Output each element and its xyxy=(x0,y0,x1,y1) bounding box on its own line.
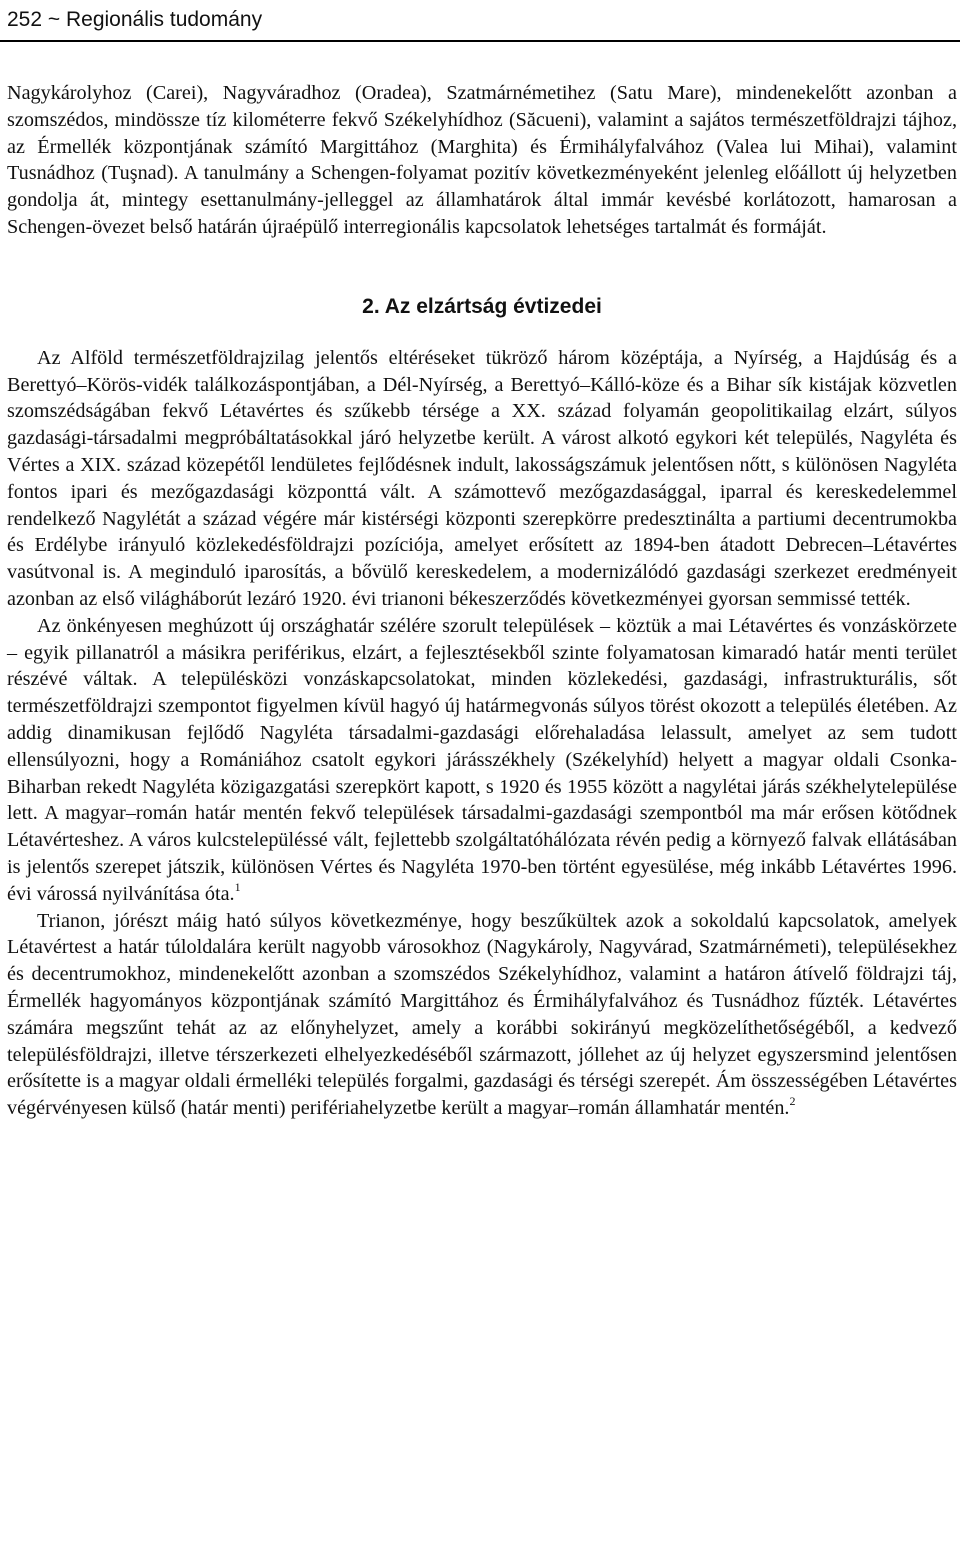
body-paragraph-1 xyxy=(7,345,957,613)
body-paragraph-1-text: Az Alföld természetföldrajzilag jelentős eltéréseket tükröző három középtája, a Nyírség, a Hajdúság és a Berettyó–Körös-vidék találkozáspontjában, a Dél-Nyírség, a Berettyó–Kálló-köze és a Bihar sík kistájak közvetlen szomszédságában fekvő Létavértes és szűkebb térsége a XX. század folyamán geopolitikailag elzárt, súlyos gazdasági-társadalmi megpróbáltatásokkal járó helyzetbe került. A várost alkotó egykori két település, Nagyléta és Vértes a XIX. század közepétől lendületes fejlődésnek indult, lakosságszámuk jelentősen nőtt, s különösen Nagyléta fontos ipari és mezőgazdasági központtá vált. A számottevő mezőgazdasággal, iparral és kereskedelemmel rendelkező Nagylétát a század végére már kistérségi központi szerepkörre predesztinálta a partiumi decentrumokba és Erdélybe irányuló közlekedésföldrajzi pozíciója, amelyet erősített az 1894-ben átadott Debrecen–Létavértes vasútvonal is. A meginduló iparosítás, a bővülő kereskedelem, a modernizálódó gazdasági szerkezet eredményeit azonban az első világháborút lezáró 1920. évi trianoni békeszerződés következményei gyorsan semmissé tették. xyxy=(7,346,957,610)
section-heading: 2. Az elzártság évtizedei xyxy=(362,294,602,318)
body-paragraph-3 xyxy=(7,908,957,1122)
body-paragraph-3-text: Trianon, jórészt máig ható súlyos következménye, hogy beszűkültek azok a sokoldalú kapcsolatok, amelyek Létavértest a határ túloldalára került nagyobb városokhoz (Nagykároly, Nagyvárad, Szatmárnémeti), településekhez és decentrumokhoz, mindenekelőtt azonban a szomszédos Székelyhídhoz, valamint a határon átívelő földrajzi táj, Érmellék hagyományos központjának számító Margittához és Érmihályfalvához és Tusnádhoz fűzték. Létavértes számára megszűnt tehát az az előnyhelyzet, amely a korábbi sokirányú megközelíthetőségéből, a kedvező településföldrajzi, illetve térszerkezeti elhelyezkedéséből származott, jóllehet az új helyzet egyszersmind jelentősen erősítette is a magyar oldali érmelléki település forgalmi, gazdasági és térségi szerepét. Ám összességében Létavértes végérvényesen külső (határ menti) perifériahelyzetbe került a magyar–román államhatár mentén. xyxy=(7,909,957,1120)
footnote-marker-1[interactable]: 1 xyxy=(234,879,241,894)
footnote-marker-2[interactable]: 2 xyxy=(789,1094,796,1109)
body-paragraph-2-text: Az önkényesen meghúzott új országhatár szélére szorult települések – köztük a mai Létavértes és vonzáskörzete – egyik pillanatról a másikra periférikus, elzárt, a fejlesztésekből szinte folyamatosan kimaradó határ menti terület részévé váltak. A településközi vonzáskapcsolatokat, minden közlekedési, gazdasági, infrastrukturális, sőt természetföldrajzi szempontot figyelmen kívül hagyó új határmegvonás súlyos törést okozott a település életében. Az addig dinamikusan fejlődő Nagyléta társadalmi-gazdasági előrehaladása lelassult, amelyet az sem tudott ellensúlyozni, hogy a Romániához csatolt egykori járásszékhely (Székelyhíd) helyett a magyar oldali Csonka-Biharban rekedt Nagyléta közigazgatási szerepkört kapott, s 1920 és 1955 között a nagylétai járás székhelytelepülése lett. A magyar–román határ mentén fekvő települések társadalmi-gazdasági szempontból ma már erősen kötődnek Létavérteshez. A város kulcstelepüléssé vált, fejlettebb szolgáltatóhálózata révén pedig a környező falvak ellátásában is jelentős szerepet játszik, különösen Vértes és Nagyléta 1970-ben történt egyesülése, még inkább Létavértes 1996. évi várossá nyilvánítása óta. xyxy=(7,614,957,905)
running-header xyxy=(0,0,960,42)
body-paragraph-2 xyxy=(7,613,957,908)
intro-paragraph: Nagykárolyhoz (Carei), Nagyváradhoz (Oradea), Szatmárnémetihez (Satu Mare), mindenekelőtt azonban a szomszédos, mindössze tíz kilométerre fekvő Székelyhídhoz (Săcueni), valamint a sajátos természetföldrajzi tájhoz, az Érmellék központjának számító Margittához (Marghita) és Érmihályfalvához (Valea lui Mihai), valamint Tusnádhoz (Tuşnad). A tanulmány a Schengen-folyamat pozitív következményeként jelenleg előállott új helyzetben gondolja át, mintegy esettanulmány-jelleggel az államhatárok által immár kevésbé korlátozott, hamarosan a Schengen-övezet belső határán újraépülő interregionális kapcsolatok lehetséges tartalmát és formáját. xyxy=(7,82,957,238)
page-body xyxy=(7,80,957,1122)
running-header-title: 252 ~ Regionális tudomány xyxy=(7,8,263,31)
